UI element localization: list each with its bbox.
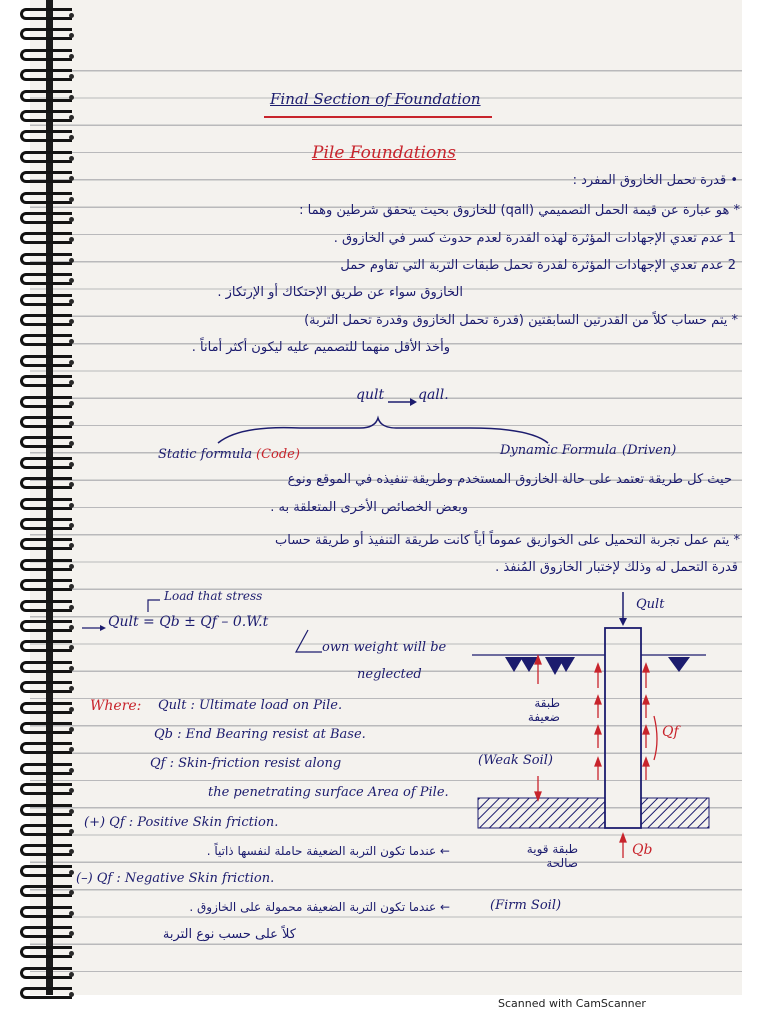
- camscanner-watermark: Scanned with CamScanner: [498, 997, 646, 1010]
- static-formula-note: (Code): [256, 447, 300, 462]
- firm-soil-label: (Firm Soil): [490, 898, 562, 913]
- where-label: Where:: [90, 698, 142, 714]
- definition-qf-cont: the penetrating surface Area of Pile.: [208, 785, 449, 800]
- neglected-note: neglected: [357, 667, 422, 682]
- arabic-line-2: * هو عبارة عن قيمة الحمل التصميمي (qall) للخازوق بحيث يتحقق شرطين وهما :: [299, 203, 740, 218]
- weak-soil-label: (Weak Soil): [478, 753, 553, 768]
- diagram-qb: Qb: [632, 842, 653, 858]
- definition-qf: Qf : Skin-friction resist along: [150, 756, 342, 771]
- arabic-line-5: الخازوق سواء عن طريق الإحتكاك أو الإرتكاز .: [217, 285, 463, 300]
- flow-qult: qult: [356, 387, 385, 403]
- arabic-line-13: ← عندما تكون التربة الضعيفة محمولة على الخازوق .: [189, 900, 450, 914]
- page-subtitle: Pile Foundations: [312, 143, 456, 163]
- definition-qb: Qb : End Bearing resist at Base.: [154, 727, 366, 742]
- arabic-line-8: حيث كل طريقة تعتمد على حالة الخازوق المستخدم وطريقة تنفيذه في الموقع ونوع: [287, 472, 732, 487]
- diagram-qult: Qult: [636, 597, 665, 612]
- flow-qall: qall.: [418, 387, 449, 403]
- load-stress-label: Load that stress: [164, 589, 263, 603]
- definition-qult: Qult : Ultimate load on Pile.: [158, 698, 343, 713]
- arabic-line-7: وأخذ الأقل منهما للتصميم عليه ليكون أكثر أماناً .: [191, 340, 450, 355]
- dynamic-formula-note: (Driven): [622, 443, 677, 458]
- own-weight-note: own weight will be: [322, 640, 447, 655]
- page-title: Final Section of Foundation: [270, 90, 481, 108]
- diagram-qf: Qf: [662, 724, 679, 740]
- arabic-line-10: * يتم عمل تجربة التحميل على الخوازيق عموماً أياً كانت طريقة التنفيذ أو طريقة حساب: [275, 533, 740, 548]
- arabic-line-9: وبعض الخصائص الأخرى المتعلقة به .: [270, 500, 468, 515]
- dynamic-formula-label: Dynamic Formula: [500, 443, 617, 458]
- weak-soil-arabic: طبقة ضعيفة: [527, 696, 560, 724]
- static-formula-label: Static formula: [158, 447, 253, 462]
- arabic-line-14: كلاً على حسب نوع التربة: [162, 927, 296, 942]
- arabic-line-3: 1 عدم تعدي الإجهادات المؤثرة لهذه القدرة لعدم حدوث كسر في الخازوق .: [333, 231, 736, 246]
- arabic-line-12: ← عندما تكون التربة الضعيفة حاملة لنفسها ذاتياً .: [206, 844, 450, 858]
- arabic-line-1: • قدرة تحمل الخازوق المفرد :: [572, 173, 738, 188]
- negative-friction: (–) Qf : Negative Skin friction.: [76, 871, 275, 886]
- positive-friction: (+) Qf : Positive Skin friction.: [84, 815, 279, 830]
- arabic-line-11: قدرة التحمل له وذلك لإختبار الخازوق المُنفذ .: [495, 560, 738, 575]
- arabic-line-4: 2 عدم تعدي الإجهادات المؤثرة لقدرة تحمل طبقات التربة التي تقاوم حمل: [340, 258, 736, 273]
- firm-soil-arabic: طبقة قوية صالحة: [526, 842, 578, 870]
- bearing-equation: Qult = Qb ± Qf – 0.W.t: [108, 614, 269, 630]
- arabic-line-6: * يتم حساب كلاً من القدرتين السابقتين (قدرة تحمل الخازوق وقدرة تحمل التربة): [304, 313, 738, 328]
